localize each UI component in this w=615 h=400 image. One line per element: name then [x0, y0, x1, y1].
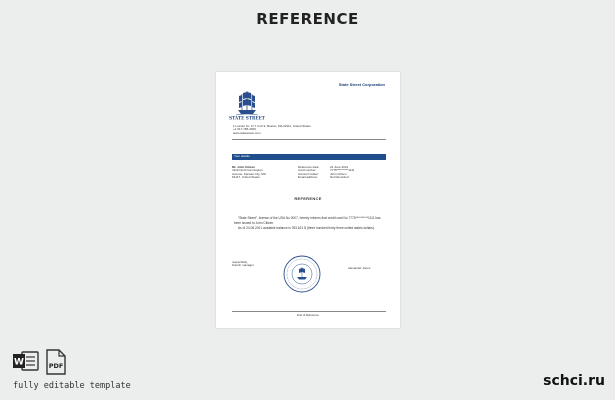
address-line: +1 617-786-3000 [233, 127, 256, 132]
sign-line: respectfully, [232, 260, 248, 264]
detail-row: Email address: Not Recorded [298, 175, 349, 180]
detail-row: Account holder: John Citizen [298, 171, 347, 176]
recipient-block [232, 166, 266, 180]
body-paragraph: As of 24.06.2021 available balance is 393,621 $ (three hundred thirty three united states dollars). [238, 225, 375, 230]
section-label: Your details [234, 154, 250, 159]
footer-divider [232, 311, 386, 312]
sender-address [233, 125, 311, 135]
word-icon[interactable] [13, 349, 39, 373]
reference-heading: REFERENCE [294, 196, 322, 201]
detail-row: Reference date: 24 June 2021 [298, 165, 349, 169]
recipient-line: Mr. John Citizen [232, 165, 256, 169]
detail-row: Card number: 7775**********1111 [298, 168, 355, 173]
divider [232, 139, 386, 140]
recipient-line: Avenue, Kansas City, MO [232, 171, 267, 176]
recipient-line: 4119 North Farmington [232, 168, 263, 173]
reference-body [234, 216, 386, 231]
corporation-name: State Street Corporation [338, 82, 385, 87]
pdf-icon[interactable] [45, 349, 67, 375]
format-label: fully editable template [13, 381, 131, 391]
section-bar [232, 154, 386, 160]
site-brand[interactable]: schci.ru [543, 373, 605, 389]
format-icons [13, 349, 67, 375]
svg-text:PDF: PDF [48, 362, 64, 370]
reference-document [216, 72, 400, 328]
body-paragraph: "State Street", license of the USA No 0007, hereby informs that credit card No 7775**********1111 has been issued to John Citizen. [234, 216, 381, 225]
recipient-line: 64117, United States [232, 175, 260, 180]
address-line: 1 Lincoln St., Fl 7 to Fl 9, Boston, MA 02111, United States [233, 124, 311, 128]
sign-line: branch manager [232, 263, 254, 268]
signature-right: Alexander Jones [348, 266, 371, 270]
page-title: REFERENCE [256, 10, 359, 28]
details-table [298, 166, 354, 180]
svg-text:W: W [14, 357, 24, 368]
bank-seal [283, 255, 321, 293]
document-footer: End of Reference [297, 313, 319, 317]
address-line: www.statestreet.com [233, 130, 261, 135]
signature-left [232, 261, 254, 268]
state-street-logo [229, 88, 265, 121]
logo-text: STATE STREET [229, 115, 265, 121]
